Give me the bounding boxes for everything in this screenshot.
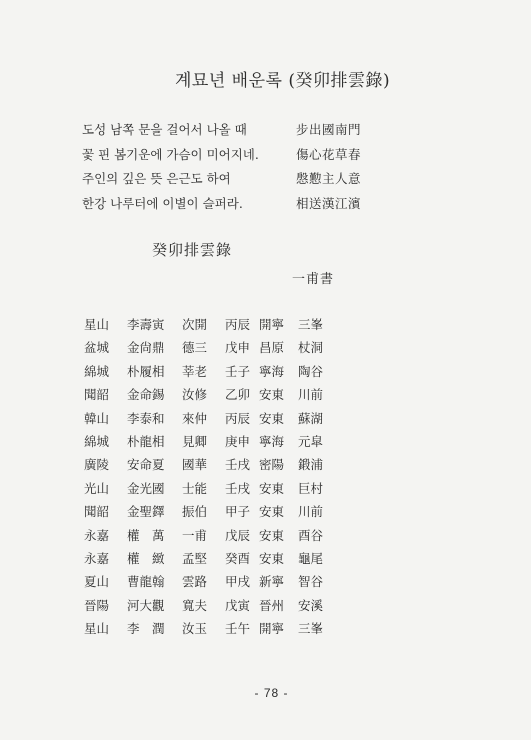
roster-residence: 晉州 xyxy=(259,597,285,613)
roster-courtesy-name: 汝修 xyxy=(182,387,208,403)
roster-birth-year: 壬子 xyxy=(225,363,251,379)
poem-line xyxy=(82,145,482,170)
roster-origin: 夏山 xyxy=(84,574,110,590)
page-number: - 78 - xyxy=(254,686,289,700)
roster-birth-year: 甲子 xyxy=(225,504,251,520)
roster-pen-name: 川前 xyxy=(298,387,324,403)
roster-pen-name: 酉谷 xyxy=(298,527,324,543)
roster-residence: 安東 xyxy=(259,527,285,543)
roster-name: 李泰和 xyxy=(127,410,165,426)
roster-birth-year: 乙卯 xyxy=(225,387,251,403)
roster-name: 金尙鼎 xyxy=(127,340,165,356)
roster-birth-year: 丙辰 xyxy=(225,410,251,426)
roster-courtesy-name: 次開 xyxy=(182,317,208,332)
roster-residence: 安東 xyxy=(259,480,285,496)
roster-name: 權 緻 xyxy=(127,550,165,566)
roster-residence: 寧海 xyxy=(259,433,285,449)
roster-name: 河大觀 xyxy=(127,597,165,613)
roster-name: 金聖鐸 xyxy=(127,504,165,520)
roster-origin: 廣陵 xyxy=(84,457,110,473)
poem-line xyxy=(82,194,482,219)
poem xyxy=(82,120,482,218)
roster-row xyxy=(84,362,504,385)
calligrapher-credit: 一甫書 xyxy=(292,272,335,287)
roster-courtesy-name: 國華 xyxy=(182,457,208,473)
roster-list xyxy=(84,315,504,642)
roster-row xyxy=(84,596,504,619)
roster-name: 朴龍相 xyxy=(127,433,165,449)
roster-row xyxy=(84,432,504,455)
roster-pen-name: 智谷 xyxy=(298,574,324,590)
roster-pen-name: 元皐 xyxy=(298,433,324,449)
roster-birth-year: 癸酉 xyxy=(225,550,251,566)
roster-name: 曹龍翰 xyxy=(127,574,165,590)
roster-courtesy-name: 見卿 xyxy=(182,433,208,449)
roster-birth-year: 丙辰 xyxy=(225,317,251,332)
roster-pen-name: 蘇湖 xyxy=(298,410,324,426)
roster-birth-year: 戊申 xyxy=(225,340,251,356)
roster-row xyxy=(84,572,504,595)
roster-birth-year: 戊寅 xyxy=(225,597,251,613)
poem-korean: 한강 나루터에 이별이 슬퍼라. xyxy=(82,195,243,211)
roster-courtesy-name: 雲路 xyxy=(182,574,208,590)
roster-row xyxy=(84,549,504,572)
roster-row xyxy=(84,385,504,408)
poem-korean: 도성 남쪽 문을 걸어서 나올 때 xyxy=(82,122,247,137)
roster-origin: 聞韶 xyxy=(84,504,110,520)
roster-residence: 寧海 xyxy=(259,363,285,379)
roster-residence: 安東 xyxy=(259,550,285,566)
roster-birth-year: 壬午 xyxy=(225,621,251,637)
roster-pen-name: 三峯 xyxy=(298,317,324,332)
roster-pen-name: 巨村 xyxy=(298,480,324,496)
roster-title: 癸卯排雲錄 xyxy=(152,241,233,259)
roster-row xyxy=(84,338,504,361)
roster-residence: 開寧 xyxy=(259,317,285,332)
roster-origin: 永嘉 xyxy=(84,550,110,566)
roster-birth-year: 庚申 xyxy=(225,433,251,449)
roster-name: 安命夏 xyxy=(127,457,165,473)
roster-residence: 昌原 xyxy=(259,340,285,356)
poem-line xyxy=(82,169,482,194)
roster-courtesy-name: 一甫 xyxy=(182,527,208,543)
roster-pen-name: 杖洞 xyxy=(298,340,324,356)
roster-row xyxy=(84,315,504,338)
roster-residence: 開寧 xyxy=(259,621,285,637)
roster-residence: 新寧 xyxy=(259,574,285,590)
poem-chinese: 步出國南門 xyxy=(296,122,362,137)
roster-origin: 永嘉 xyxy=(84,527,110,543)
roster-name: 李 潤 xyxy=(127,621,165,637)
roster-birth-year: 戊辰 xyxy=(225,527,251,543)
roster-origin: 聞韶 xyxy=(84,387,110,403)
roster-courtesy-name: 振伯 xyxy=(182,504,208,520)
roster-origin: 光山 xyxy=(84,480,110,496)
poem-chinese: 慇懃主人意 xyxy=(296,171,362,186)
roster-origin: 星山 xyxy=(84,621,110,637)
roster-name: 朴履相 xyxy=(127,363,165,379)
roster-residence: 安東 xyxy=(259,387,285,403)
roster-courtesy-name: 孟堅 xyxy=(182,550,208,566)
roster-pen-name: 龜尾 xyxy=(298,550,324,566)
roster-courtesy-name: 莘老 xyxy=(182,363,208,379)
poem-line xyxy=(82,120,482,145)
roster-row xyxy=(84,502,504,525)
roster-courtesy-name: 士能 xyxy=(182,480,208,496)
poem-korean: 꽃 핀 봄기운에 가슴이 미어지네. xyxy=(82,146,259,162)
roster-courtesy-name: 汝玉 xyxy=(182,621,208,637)
roster-row xyxy=(84,479,504,502)
roster-pen-name: 川前 xyxy=(298,504,324,520)
roster-birth-year: 甲戌 xyxy=(225,574,251,590)
roster-pen-name: 鍛浦 xyxy=(298,457,324,473)
roster-courtesy-name: 寬夫 xyxy=(182,597,208,613)
roster-name: 李壽寅 xyxy=(127,317,165,332)
roster-pen-name: 陶谷 xyxy=(298,363,324,379)
roster-name: 權 萬 xyxy=(127,527,165,543)
page-title: 계묘년 배운록 (癸卯排雲錄) xyxy=(175,71,391,91)
roster-pen-name: 三峯 xyxy=(298,621,324,637)
roster-row xyxy=(84,526,504,549)
poem-chinese: 相送漢江濱 xyxy=(296,195,362,211)
roster-residence: 密陽 xyxy=(259,457,285,473)
roster-courtesy-name: 來仲 xyxy=(182,410,208,426)
roster-origin: 綿城 xyxy=(84,433,110,449)
roster-residence: 安東 xyxy=(259,410,285,426)
poem-korean: 주인의 깊은 뜻 은근도 하여 xyxy=(82,171,231,186)
roster-origin: 星山 xyxy=(84,317,110,332)
roster-name: 金光國 xyxy=(127,480,165,496)
roster-origin: 晉陽 xyxy=(84,597,110,613)
roster-row xyxy=(84,455,504,478)
roster-row xyxy=(84,619,504,642)
roster-origin: 綿城 xyxy=(84,363,110,379)
roster-courtesy-name: 德三 xyxy=(182,340,208,356)
poem-chinese: 傷心花草春 xyxy=(296,146,362,162)
roster-pen-name: 安溪 xyxy=(298,597,324,613)
roster-birth-year: 壬戌 xyxy=(225,480,251,496)
roster-birth-year: 壬戌 xyxy=(225,457,251,473)
roster-origin: 韓山 xyxy=(84,410,110,426)
roster-name: 金命錫 xyxy=(127,387,165,403)
roster-residence: 安東 xyxy=(259,504,285,520)
roster-origin: 盆城 xyxy=(84,340,110,356)
roster-row xyxy=(84,409,504,432)
